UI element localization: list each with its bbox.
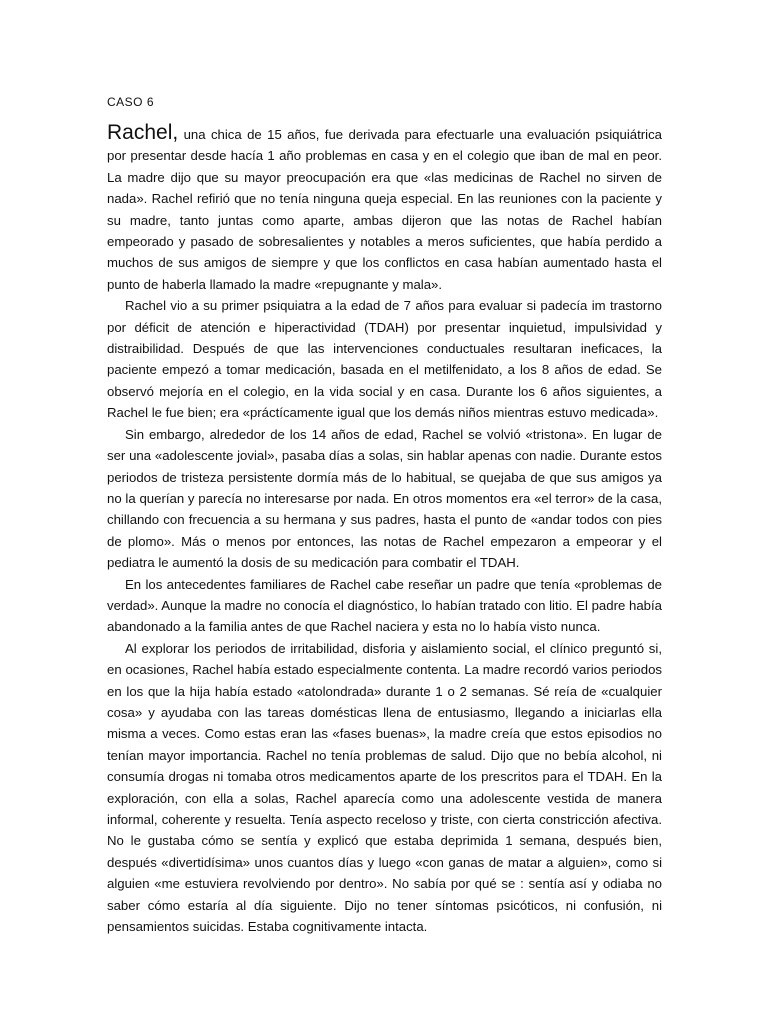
paragraph-family: En los antecedentes familiares de Rachel cabe reseñar un padre que tenía «problemas de verdad». Aunque la madre no conocía el diagnóstico, lo habían tratado con litio. El padre había abandonado a la familia antes de que Rachel naciera y esta no lo había visto nunca. <box>107 576 662 635</box>
case-heading: CASO 6 <box>107 95 155 109</box>
paragraph-history: Rachel vio a su primer psiquiatra a la edad de 7 años para evaluar si padecía im trastorno por déficit de atención e hiperactividad (TDAH) por presentar inquietud, impulsividad y distraibilidad. Después de que las intervenciones conductuales resultaran ineficaces, la paciente empezó a tomar medicación, basada en el metilfenidato, a los 8 años de edad. Se observó mejoría en el colegio, en la vida social y en casa. Durante los 6 años siguientes, a Rachel le fue bien; era «práctícamente igual que los demás niños mientras estuvo medicada». <box>107 298 662 421</box>
paragraph-intro <box>107 122 662 295</box>
patient-name: Rachel, <box>107 121 179 144</box>
paragraph-change: Sin embargo, alrededor de los 14 años de edad, Rachel se volvió «tristona». En lugar de ser una «adolescente jovial», pasaba días a solas, sin hablar apenas con nadie. Durante estos periodos de tristeza persistente dormía más de lo habitual, se quejaba de que sus amigos ya no la querían y parecía no interesarse por nada. En otros momentos era «el terror» de la casa, chillando con frecuencia a su hermana y sus padres, hasta el punto de «andar todos con pies de plomo». Más o menos por entonces, las notas de Rachel empezaron a empeorar y el pediatra le aumentó la dosis de su medicación para combatir el TDAH. <box>107 426 662 571</box>
paragraph-text: una chica de 15 años, fue derivada para efectuarle una evaluación psiquiátrica por presentar desde hacía 1 año problemas en casa y en el colegio que iban de mal en peor. La madre dijo que su mayor preocupación era que «las medicinas de Rachel no sirven de nada». Rachel refirió que no tenía ninguna queja especial. En las reuniones con la paciente y su madre, tanto juntas como aparte, ambas dijeron que las notas de Rachel habían empeorado y pasado de sobresalientes y notables a meros suficientes, que había perdido a muchos de sus amigos de siempre y que los conflictos en casa habían aumentado hasta el punto de haberla llamado la madre «repugnante y mala». <box>107 127 662 292</box>
paragraph-exploration: Al explorar los periodos de irritabilidad, disforia y aislamiento social, el clínico preguntó si, en ocasiones, Rachel había estado especialmente contenta. La madre recordó varios periodos en los que la hija había estado «atolondrada» durante 1 o 2 semanas. Sé reía de «cualquier cosa» y ayudaba con las tareas domésticas llena de entusiasmo, llegando a iniciarlas ella misma a veces. Como estas eran las «fases buenas», la madre creía que estos episodios no tenían mayor importancia. Rachel no tenía problemas de salud. Dijo que no bebía alcohol, ni consumía drogas ni tomaba otros medicamentos aparte de los prescritos para el TDAH. En la exploración, con ella a solas, Rachel aparecía como una adolescente vestida de manera informal, coherente y resuelta. Tenía aspecto receloso y triste, con cierta constricción afectiva. No le gustaba cómo se sentía y explicó que estaba deprimida 1 semana, después bien, después «divertidísima» unos cuantos días y luego «con ganas de matar a alguien», como si alguien «me estuviera revolviendo por dentro». No sabía por qué se : sentía así y odiaba no saber cómo estaría al día siguiente. Dijo no tener síntomas psicóticos, ni confusión, ni pensamientos suicidas. Estaba cognitivamente intacta. <box>107 640 662 935</box>
case-body <box>107 122 662 937</box>
